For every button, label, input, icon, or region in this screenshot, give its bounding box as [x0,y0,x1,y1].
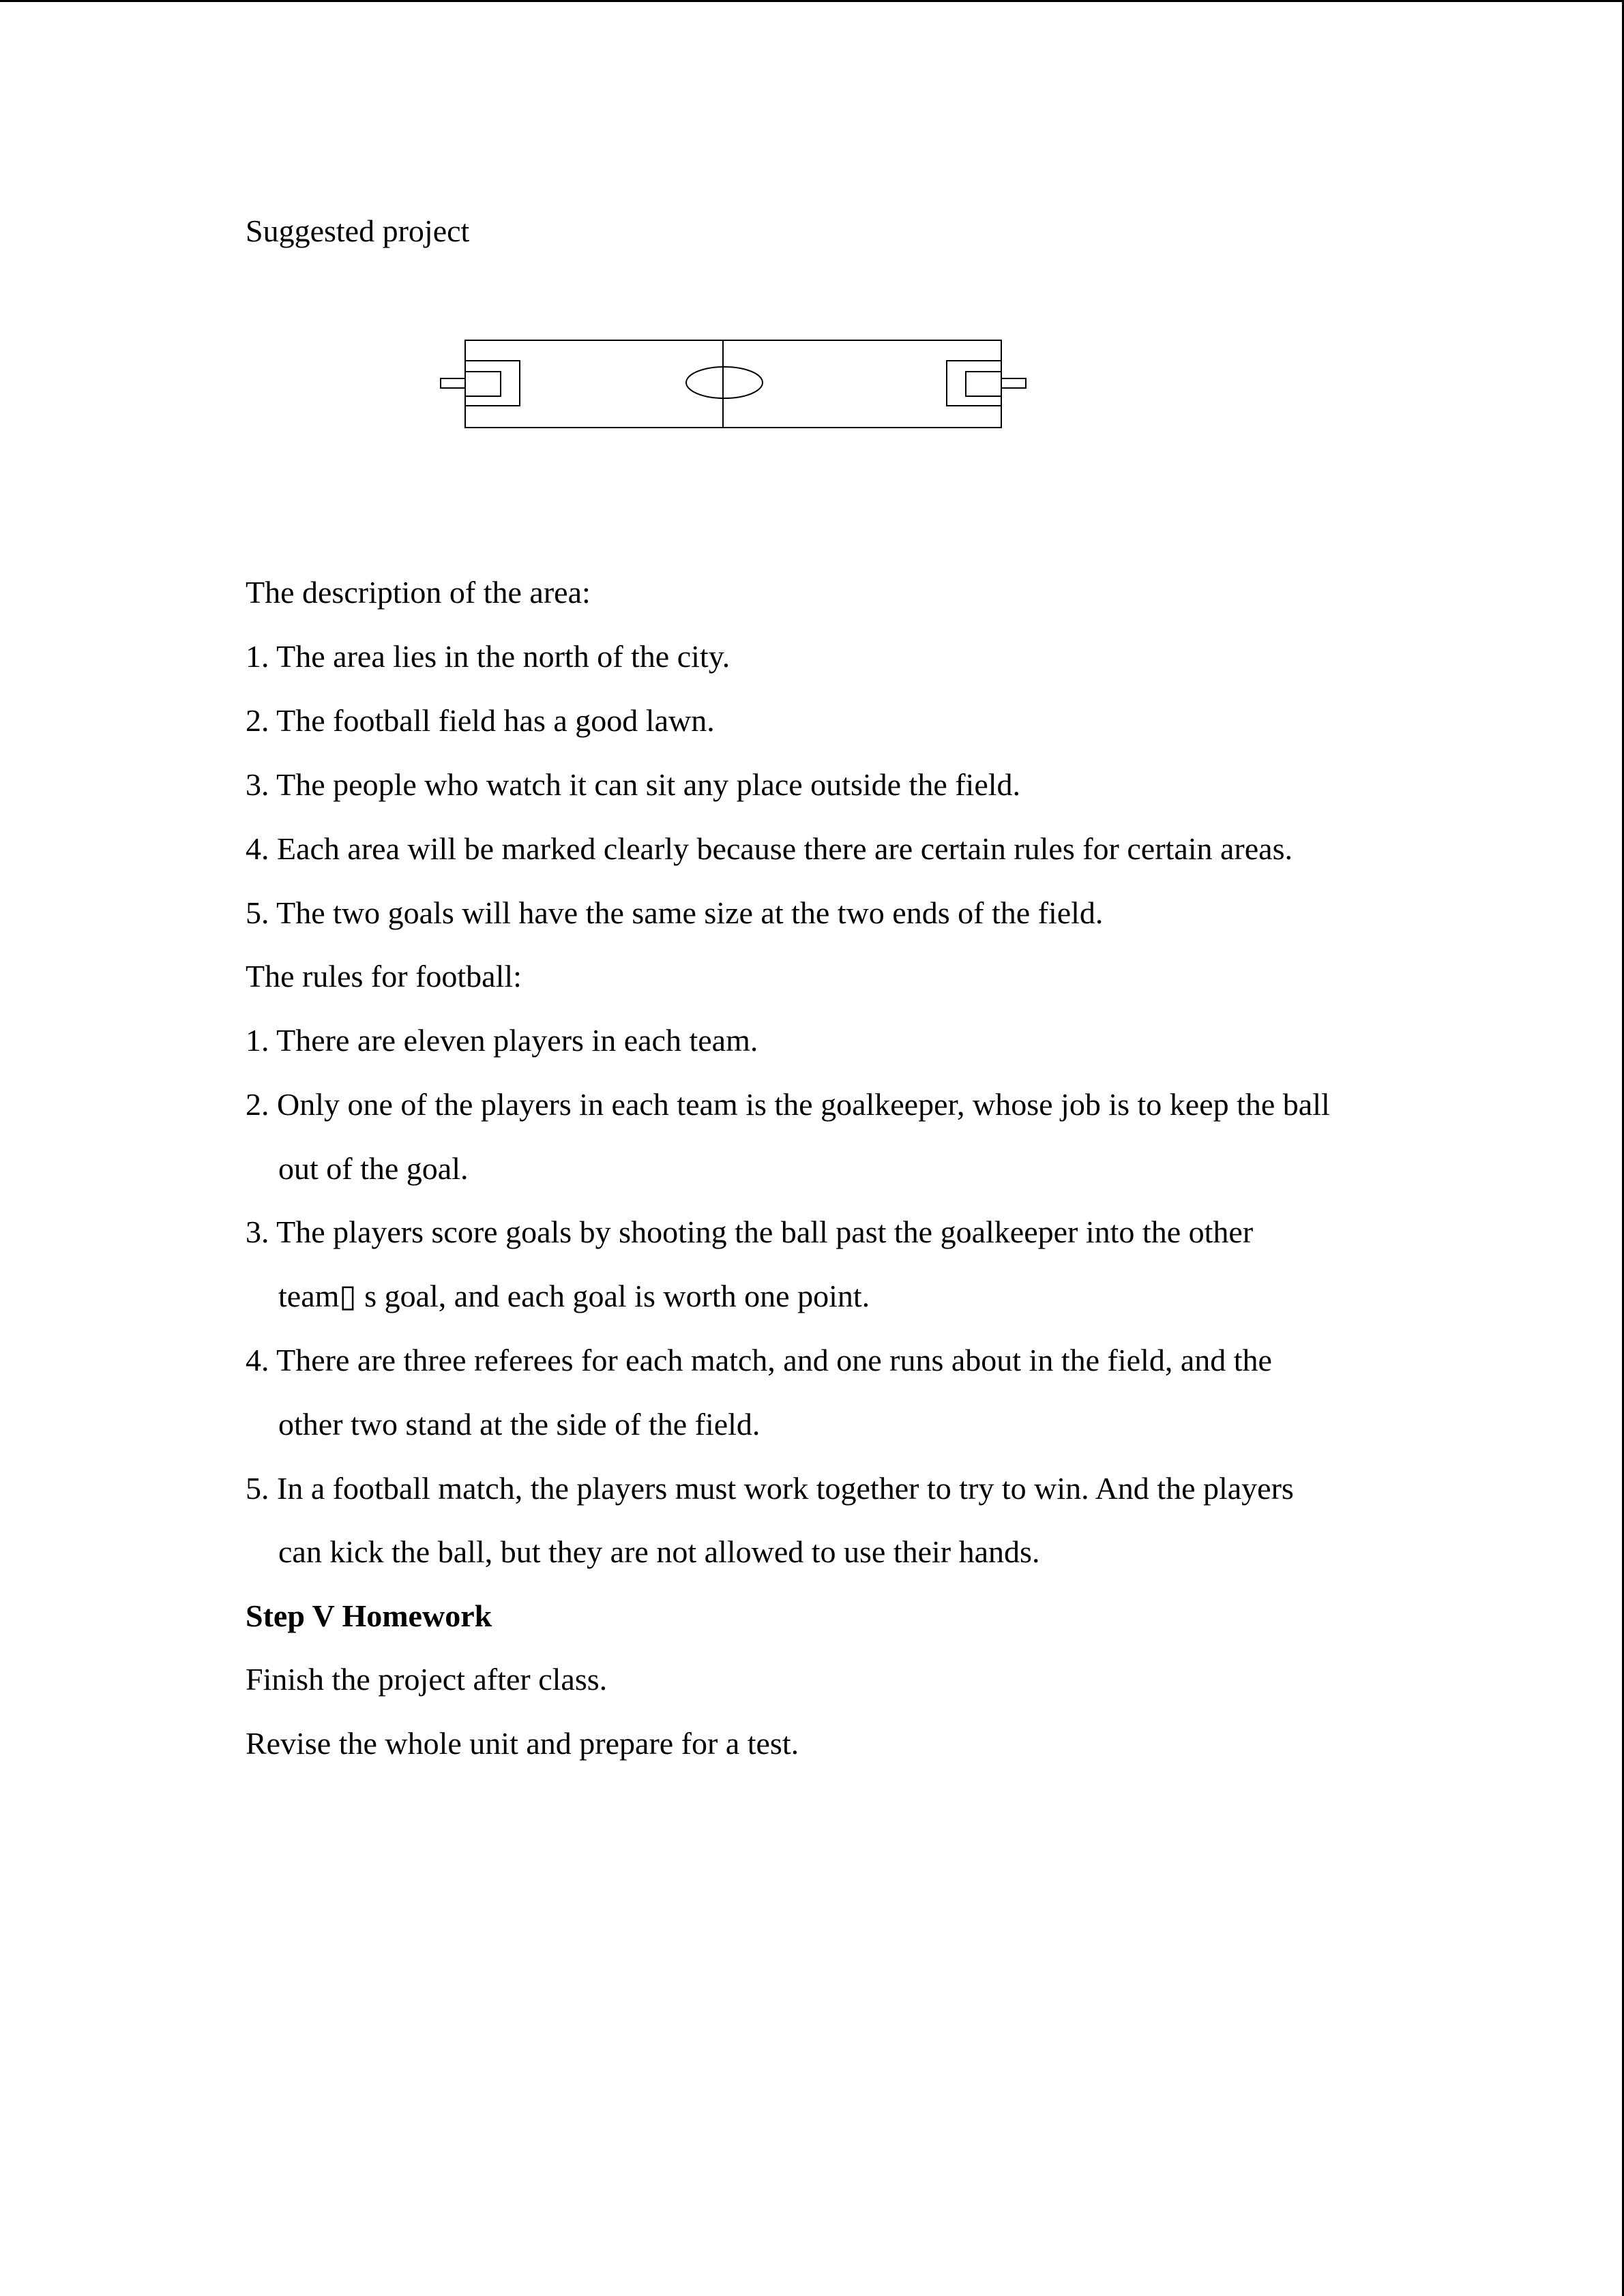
area-item: 1. The area lies in the north of the city. [246,639,730,674]
rules-title: The rules for football: [246,959,522,994]
area-item: 3. The people who watch it can sit any place outside the field. [246,767,1021,802]
rule-item: 2. Only one of the players in each team is the goalkeeper, whose job is to keep the ball [246,1087,1330,1122]
homework-item: Revise the whole unit and prepare for a test. [246,1726,799,1761]
rule-item: 1. There are eleven players in each team. [246,1023,758,1058]
right-goal [1001,378,1026,388]
homework-item: Finish the project after class. [246,1662,608,1697]
rule-item-continuation: team▯ s goal, and each goal is worth one point. [278,1279,870,1313]
section-heading: Suggested project [246,213,470,248]
rule-item-continuation: other two stand at the side of the field. [278,1407,761,1442]
left-goal [441,378,465,388]
area-item: 5. The two goals will have the same size at the two ends of the field. [246,895,1104,930]
right-goal-area [966,372,1001,396]
left-penalty-area [465,361,520,406]
rule-item: 3. The players score goals by shooting the ball past the goalkeeper into the other [246,1214,1254,1249]
centre-circle [686,367,763,398]
rule-item-continuation: can kick the ball, but they are not allowed to use their hands. [278,1534,1040,1569]
area-description-title: The description of the area: [246,575,591,610]
field-boundary [465,340,1001,428]
area-item: 2. The football field has a good lawn. [246,703,715,738]
area-item: 4. Each area will be marked clearly because there are certain rules for certain areas. [246,831,1293,866]
football-field-diagram [437,336,1037,432]
rule-item: 4. There are three referees for each match, and one runs about in the field, and the [246,1343,1272,1377]
right-penalty-area [947,361,1001,406]
homework-heading: Step V Homework [246,1598,492,1633]
rule-item: 5. In a football match, the players must work together to try to win. And the players [246,1471,1294,1506]
left-goal-area [465,372,501,396]
rule-item-continuation: out of the goal. [278,1151,469,1186]
